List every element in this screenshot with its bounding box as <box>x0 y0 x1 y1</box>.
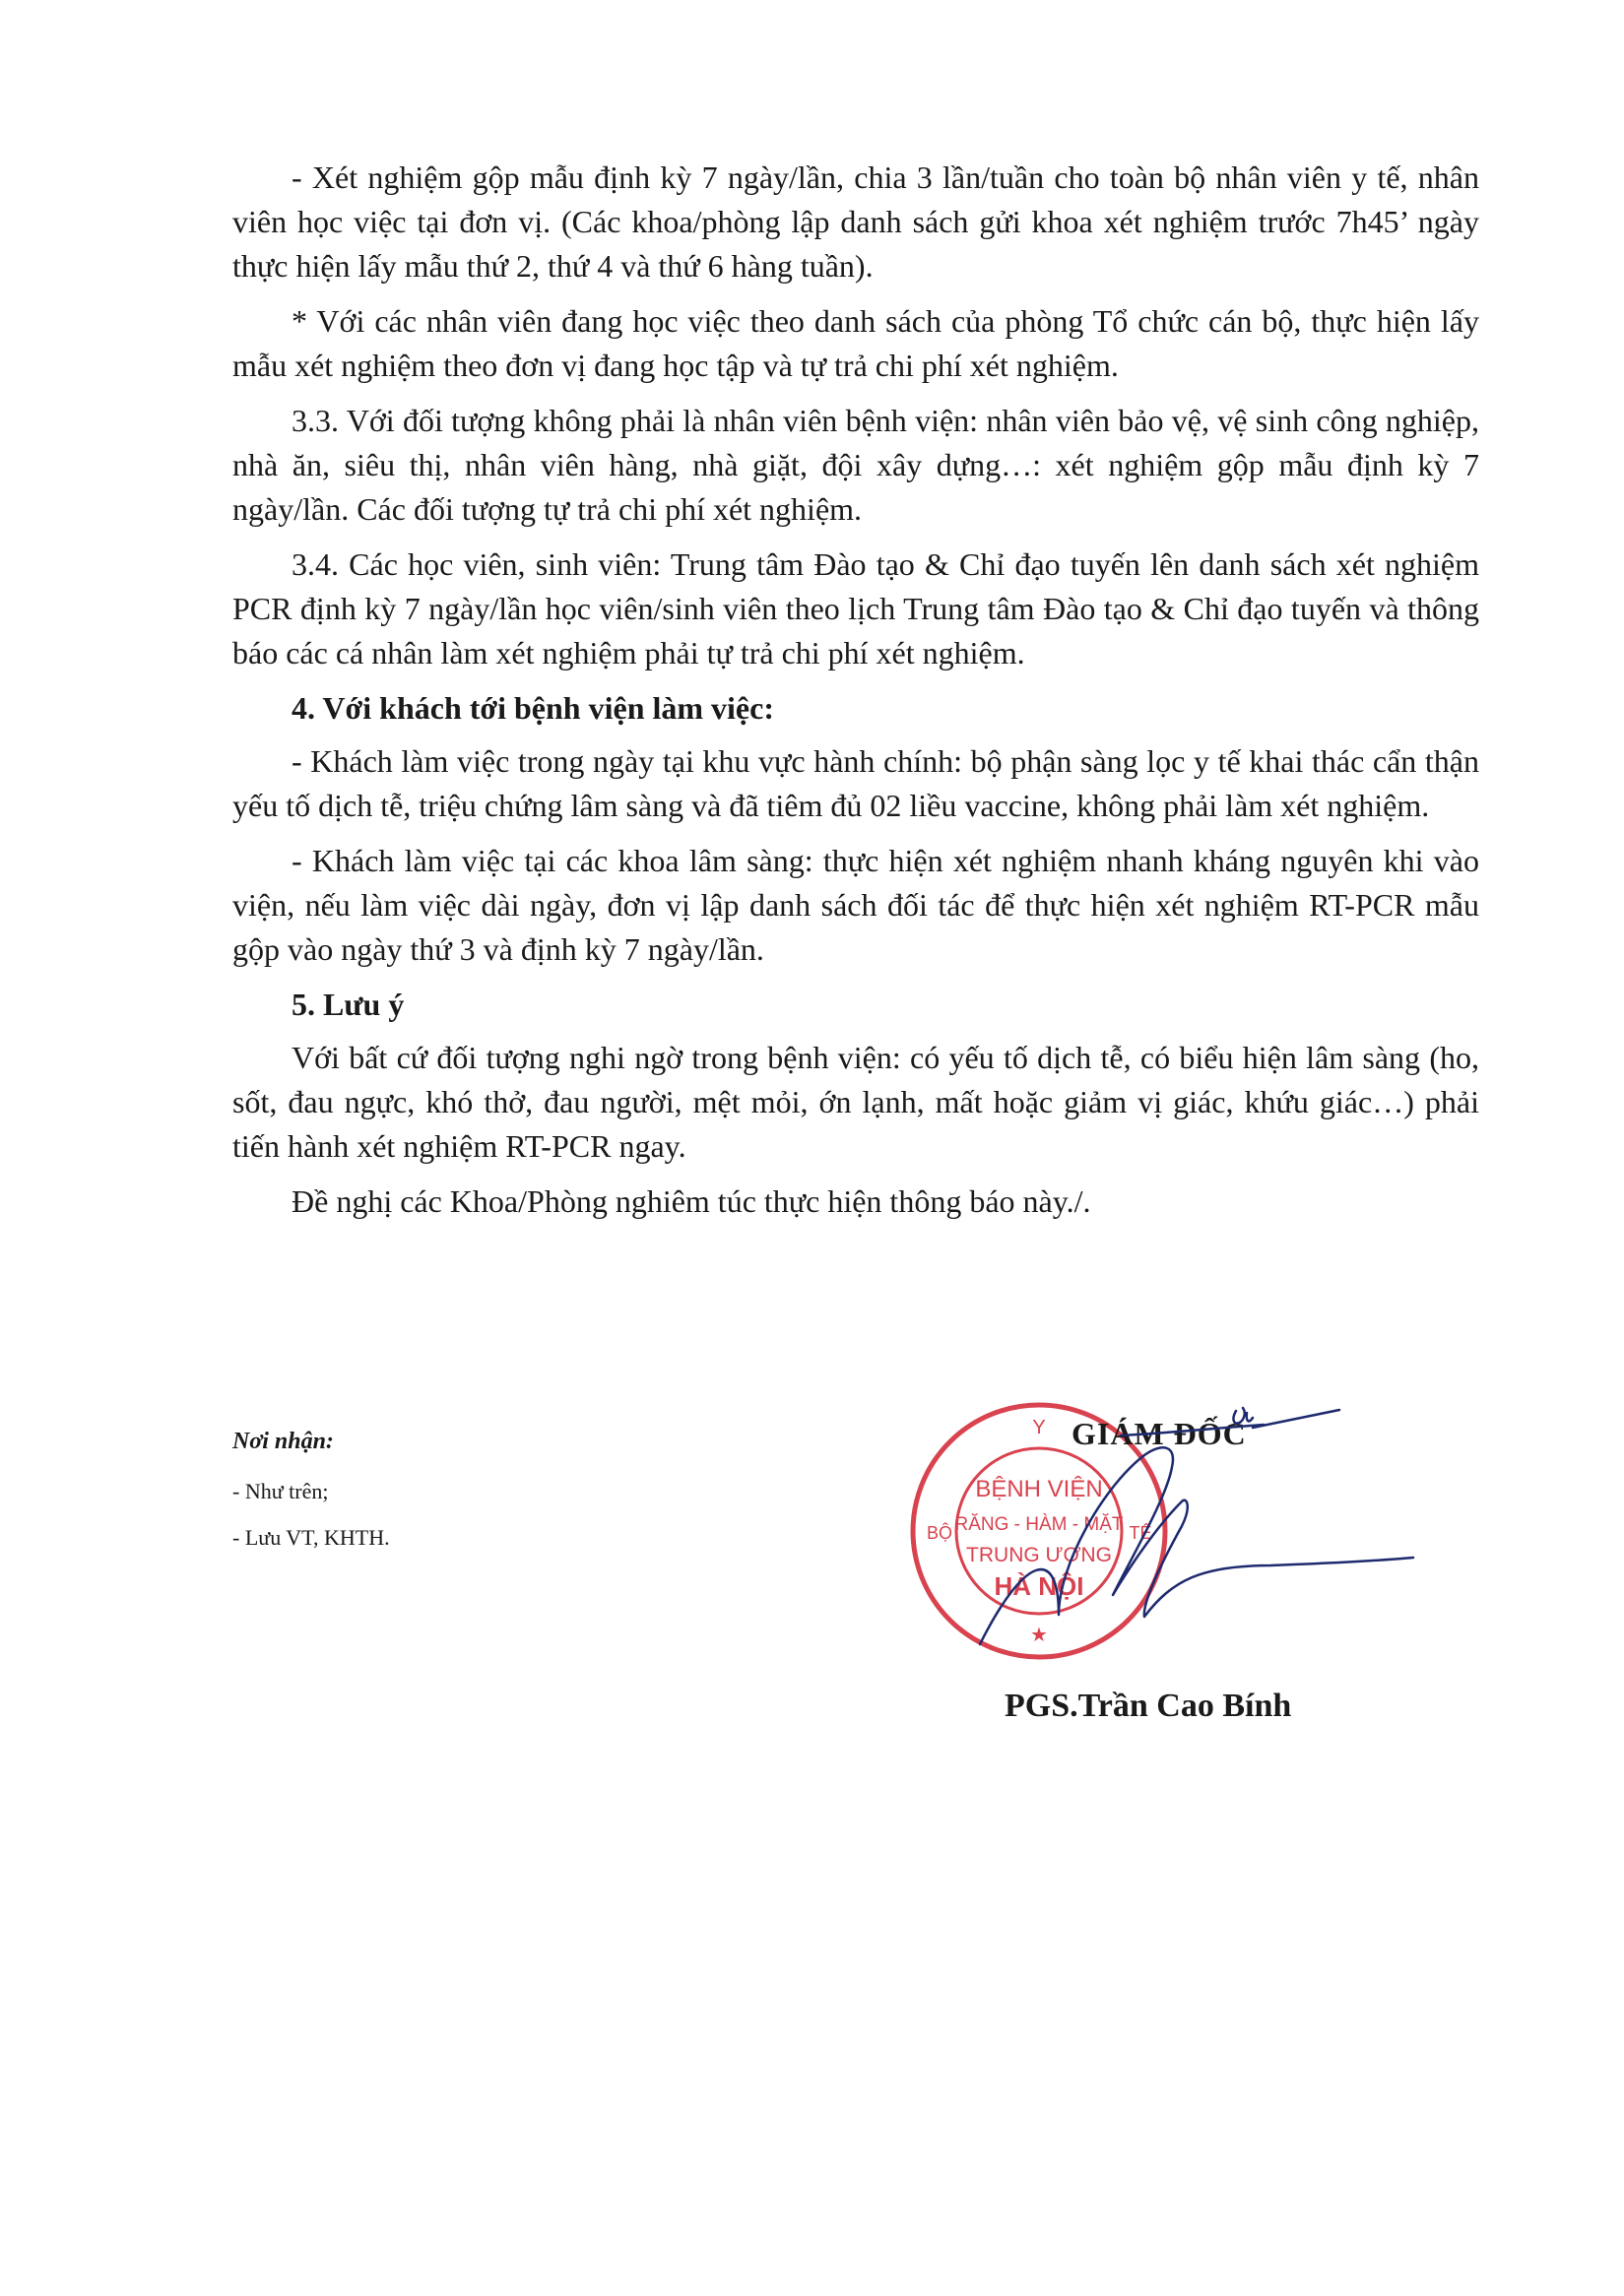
paragraph-pooled-testing: - Xét nghiệm gộp mẫu định kỳ 7 ngày/lần, chia 3 lần/tuần cho toàn bộ nhân viên y tế, nhân viên học việc tại đơn vị. (Các khoa/phòng lập danh sách gửi khoa xét nghiệm trước 7h45’ ngày thực hiện lấy mẫu thứ 2, thứ 4 và thứ 6 hàng tuần). <box>232 159 1479 284</box>
handwritten-signature-icon <box>886 1398 1418 1693</box>
recipient-item: - Lưu VT, KHTH. <box>232 1525 390 1550</box>
recipients-block <box>232 1424 725 1567</box>
paragraph-trainee-note: * Với các nhân viên đang học việc theo danh sách của phòng Tổ chức cán bộ, thực hiện lấy mẫu xét nghiệm theo đơn vị đang học tập và tự trả chi phí xét nghiệm. <box>232 303 1479 383</box>
paragraph-3-3: 3.3. Với đối tượng không phải là nhân viên bệnh viện: nhân viên bảo vệ, vệ sinh công nghiệp, nhà ăn, siêu thị, nhân viên hàng, nhà giặt, đội xây dựng…: xét nghiệm gộp mẫu định kỳ 7 ngày/lần. Các đối tượng tự trả chi phí xét nghiệm. <box>232 403 1479 527</box>
recipient-item: - Như trên; <box>232 1479 329 1503</box>
recipients-title: Nơi nhận: <box>232 1429 334 1454</box>
paragraph-closing-request: Đề nghị các Khoa/Phòng nghiêm túc thực hiện thông báo này./. <box>292 1183 1091 1219</box>
heading-section-4: 4. Với khách tới bệnh viện làm việc: <box>292 690 774 726</box>
paragraph-admin-visitors: - Khách làm việc trong ngày tại khu vực hành chính: bộ phận sàng lọc y tế khai thác cẩn thận yếu tố dịch tễ, triệu chứng lâm sàng và đã tiêm đủ 02 liều vaccine, không phải làm xét nghiệm. <box>232 743 1479 823</box>
seal-line-1: BỆNH VIỆN <box>975 1476 1103 1502</box>
signature-title: GIÁM ĐỐC <box>1072 1416 1247 1451</box>
seal-top-letter: Y <box>1032 1417 1046 1438</box>
heading-section-5: 5. Lưu ý <box>292 987 405 1022</box>
seal-star-icon: ★ <box>1030 1625 1048 1646</box>
seal-line-2: RĂNG - HÀM - MẶT <box>954 1514 1124 1535</box>
paragraph-clinical-visitors: - Khách làm việc tại các khoa lâm sàng: thực hiện xét nghiệm nhanh kháng nguyên khi vào viện, nếu làm việc dài ngày, đơn vị lập danh sách đối tác để thực hiện xét nghiệm RT-PCR mẫu gộp vào ngày thứ 3 và định kỳ 7 ngày/lần. <box>232 843 1479 967</box>
paragraph-suspected-cases: Với bất cứ đối tượng nghi ngờ trong bệnh viện: có yếu tố dịch tễ, có biểu hiện lâm sàng (ho, sốt, đau ngực, khó thở, đau người, mệt mỏi, ớn lạnh, mất hoặc giảm vị giác, khứu giác…) phải tiến hành xét nghiệm RT-PCR ngay. <box>232 1040 1479 1164</box>
signature-block <box>886 1398 1418 1733</box>
seal-left-letters: BỘ <box>926 1523 953 1543</box>
paragraph-3-4: 3.4. Các học viên, sinh viên: Trung tâm Đào tạo & Chỉ đạo tuyến lên danh sách xét nghiệm PCR định kỳ 7 ngày/lần học viên/sinh viên theo lịch Trung tâm Đào tạo & Chỉ đạo tuyến và thông báo các cá nhân làm xét nghiệm phải tự trả chi phí xét nghiệm. <box>232 546 1479 670</box>
document-body <box>232 156 1479 1235</box>
seal-right-letters: TẾ <box>1129 1523 1152 1543</box>
seal-line-3: TRUNG ƯƠNG <box>966 1544 1112 1566</box>
signatory-name: PGS.Trần Cao Bính <box>1005 1688 1292 1724</box>
seal-line-4: HÀ NỘI <box>994 1571 1084 1601</box>
